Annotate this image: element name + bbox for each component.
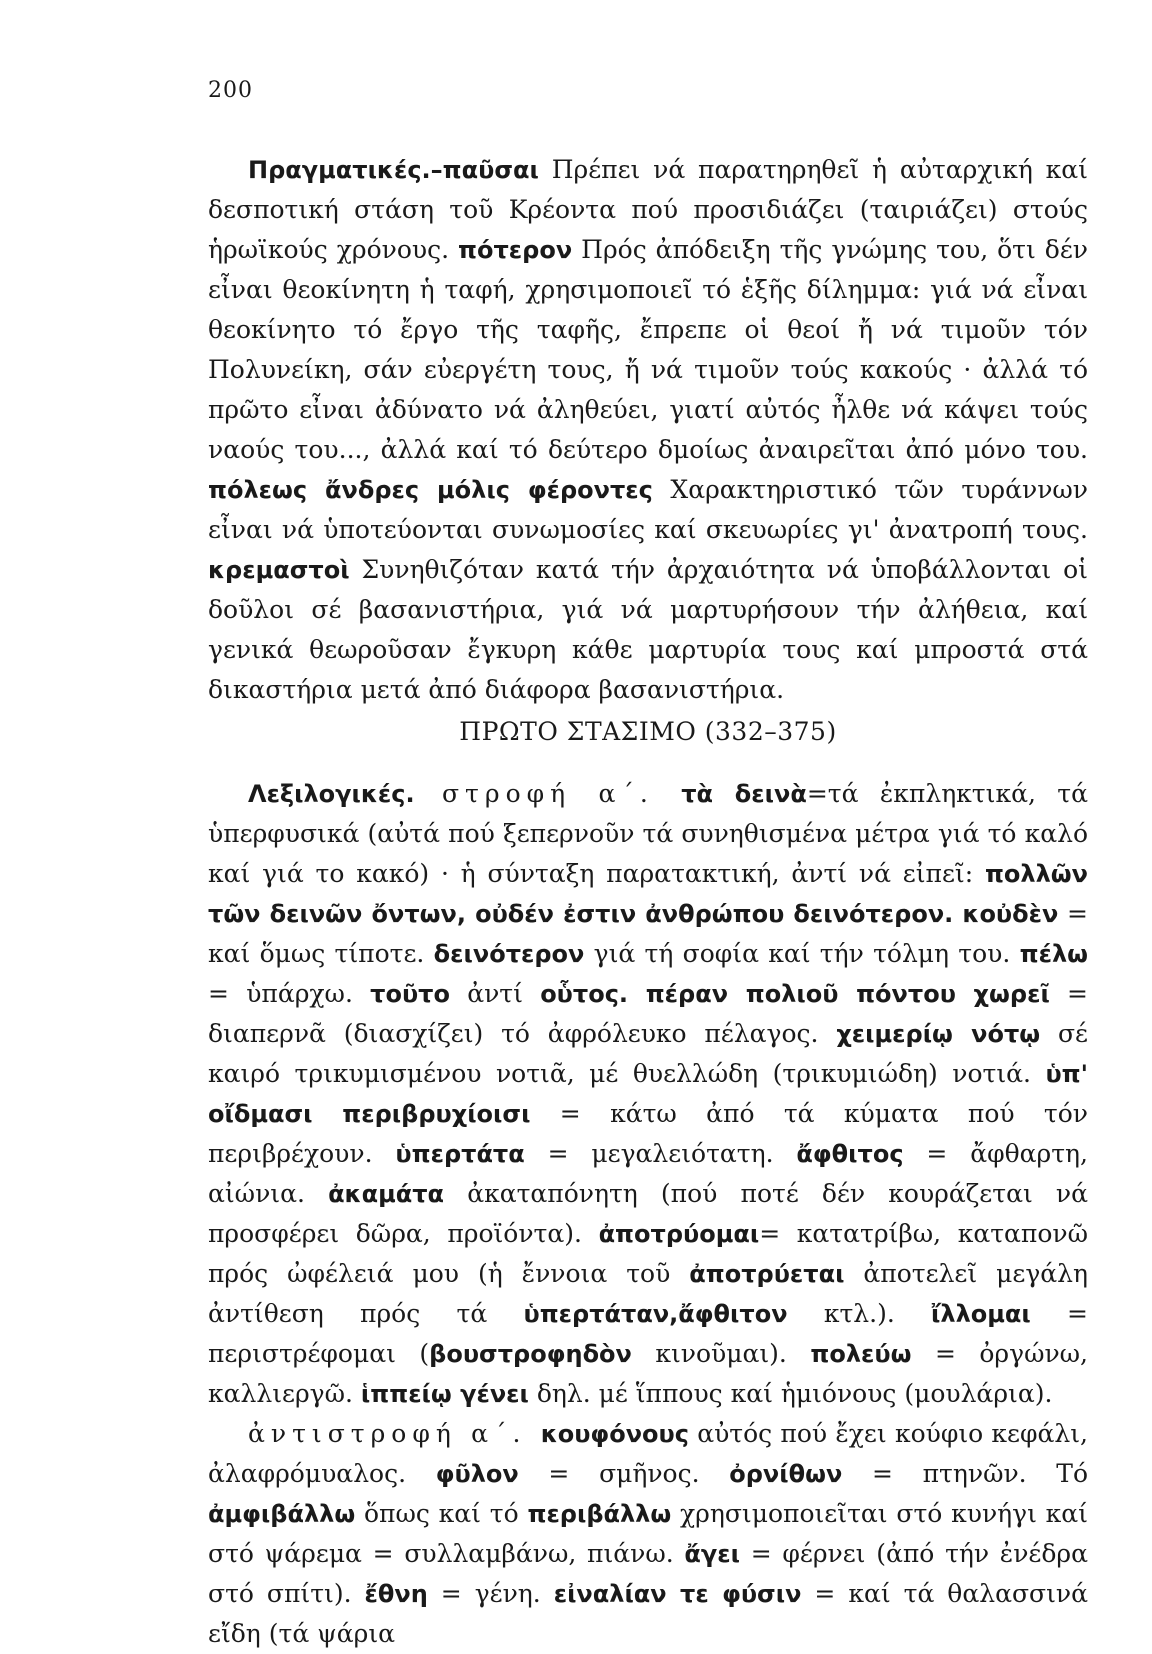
text-run: ἀντί xyxy=(449,979,541,1008)
text-run: Πρέπει νά παρατηρηθεῖ ἡ αὐταρχική καί δεσποτική στάση τοῦ Κρέοντα πού προσιδιάζει (ταιριάζει) στούς ἡρωϊκούς χρόνους. xyxy=(208,155,1088,264)
lemma: τὰ δεινὰ xyxy=(681,780,807,808)
lemma: πέλω xyxy=(1019,940,1088,968)
lemma: ὑπερτάταν,ἄφθιτον xyxy=(523,1300,788,1328)
text-run: κτλ.). xyxy=(787,1299,932,1328)
lemma: κουφόνους xyxy=(540,1420,689,1448)
lemma: περιβάλλω xyxy=(527,1500,672,1528)
lemma: πόλεως ἄνδρες μόλις φέροντες xyxy=(208,476,653,504)
lemma: ἱππείῳ γένει xyxy=(360,1380,529,1408)
text-run: = φέρνει (ἀπό τήν ἐνέδρα στό σπίτι). xyxy=(208,1539,1088,1608)
text-run: = κατατρίβω, καταπονῶ πρός ὠφέλειά μου (ἡ ἔννοια τοῦ xyxy=(208,1219,1088,1288)
text-run: ὅπως καί τό xyxy=(355,1499,528,1528)
lemma: ἀποτρύεται xyxy=(689,1260,845,1288)
lemma: εἰναλίαν τε φύσιν xyxy=(553,1580,802,1608)
lemma: κρεμαστοὶ xyxy=(208,556,350,584)
text-run: = ὑπάρχω. xyxy=(208,979,371,1008)
text-run: Συνηθιζόταν κατά τήν ἀρχαιότητα νά ὑποβάλλονται οἱ δοῦλοι σέ βασανιστήρια, γιά νά μαρτυρήσουν τήν ἀλήθεια, καί γενικά θεωροῦσαν ἔγκυρη κάθε μαρτυρία τους καί μπροστά στά δικαστήρια μετά ἀπό διάφορα βασανιστήρια. xyxy=(208,555,1088,704)
lemma: ἀμφιβάλλω xyxy=(208,1500,356,1528)
text-run: = περιστρέφομαι ( xyxy=(208,1299,1088,1368)
text-run: = ὀργώνω, καλλιεργῶ. xyxy=(208,1339,1088,1408)
lemma: ἄφθιτος xyxy=(796,1140,904,1168)
text-run: Πρός ἀπόδειξη τῆς γνώμης του, ὅτι δέν εἶναι θεοκίνητη ἡ ταφή, χρησιμοποιεῖ τό ἑξῆς δίλημμα: γιά νά εἶναι θεοκίνητο τό ἔργο τῆς ταφῆς, ἔπρεπε οἱ θεοί ἤ νά τιμοῦν τόν Πολυνείκη, σάν εὐεργέτη τους, ἤ νά τιμοῦν τούς κακούς · ἀλλά τό πρῶτο εἶναι ἀδύνατο νά ἀληθεύει, γιατί αὐτός ἦλθε νά κάψει τούς ναούς του..., ἀλλά καί τό δεύτερο δμοίως ἀναιρεῖται ἀπό μόνο του. xyxy=(208,235,1088,464)
text-run: στροφή α΄. xyxy=(414,779,682,808)
lemma: φῦλον xyxy=(435,1460,519,1488)
text-run: = γένη. xyxy=(427,1579,554,1608)
lemma: ὑπ' οἴδμασι περιβρυχίοισι xyxy=(208,1060,1088,1128)
text-run: ἀκαταπόνητη (πού ποτέ δέν κουράζεται νά προσφέρει δῶρα, προϊόντα). xyxy=(208,1179,1088,1248)
text-run: ἀποτελεῖ μεγάλη ἀντίθεση πρός τά xyxy=(208,1259,1088,1328)
text-run: κινοῦμαι). xyxy=(631,1339,811,1368)
lemma: βουστροφηδὸν xyxy=(429,1340,632,1368)
lemma: ἄγει xyxy=(684,1540,740,1568)
text-run: σέ καιρό τρικυμισμένου νοτιᾶ, μέ θυελλώδη (τρικυμιώδη) νοτιά. xyxy=(208,1019,1088,1088)
lemma: ἔθνη xyxy=(364,1580,428,1608)
text-run: δηλ. μέ ἵππους καί ἡμιόνους (μουλάρια). xyxy=(528,1379,1053,1408)
lemma: χειμερίῳ νότῳ xyxy=(836,1020,1041,1048)
text-run: Χαρακτηριστικό τῶν τυράννων εἶναι νά ὑποτεύονται συνωμοσίες καί σκευωρίες γι' ἀνατροπή τους. xyxy=(208,475,1088,544)
text-run: αὐτός πού ἔχει κούφιο κεφάλι, ἀλαφρόμυαλος. xyxy=(208,1419,1088,1488)
text-run: = πτηνῶν. Τό xyxy=(842,1459,1089,1488)
text-run: γιά τή σοφία καί τήν τόλμη του. xyxy=(584,939,1020,968)
lemma: ὀρνίθων xyxy=(729,1460,843,1488)
text-run: =τά ἐκπληκτικά, τά ὑπερφυσικά (αὐτά πού ξεπερνοῦν τά συνηθισμένα μέτρα γιά τό καλό καί γιά το κακό) · ἡ σύνταξη παρατακτική, ἀντί νά εἰπεῖ: xyxy=(208,779,1088,888)
text-run: = διαπερνᾶ (διασχίζει) τό ἀφρόλευκο πέλαγος. xyxy=(208,979,1088,1048)
lemma: τοῦτο xyxy=(370,980,450,1008)
paragraph-pragmatikes xyxy=(208,150,1088,710)
page-number: 200 xyxy=(208,78,253,103)
lemma: πολεύω xyxy=(810,1340,912,1368)
lemma: ἀκαμάτα xyxy=(328,1180,445,1208)
text-run: = καί τά θαλασσινά εἴδη (τά ψάρια xyxy=(208,1579,1088,1648)
lemma: Λεξιλογικές. xyxy=(248,780,415,808)
text-run: = σμῆνος. xyxy=(518,1459,730,1488)
lemma: Πραγματικές.–παῦσαι xyxy=(248,156,539,184)
lemma: ἀποτρύομαι xyxy=(598,1220,760,1248)
lemma: ὑπερτάτα xyxy=(395,1140,525,1168)
text-run: = μεγαλειότατη. xyxy=(524,1139,797,1168)
paragraph-antistrofi xyxy=(208,1414,1088,1654)
lemma: δεινότερον xyxy=(433,940,585,968)
text-run: ἀντιστροφή α΄. xyxy=(248,1419,541,1448)
text-run: = ἄφθαρτη, αἰώνια. xyxy=(208,1139,1088,1208)
lemma: πολλῶν τῶν δεινῶν ὄντων, οὐδέν ἐστιν ἀνθρώπου δεινότερον. κοὐδὲν xyxy=(208,860,1088,928)
lemma: πότερον xyxy=(458,236,573,264)
lemma: οὗτος. πέραν πολιοῦ πόντου χωρεῖ xyxy=(540,980,1050,1008)
page-body xyxy=(208,150,1088,1654)
lemma: ἴλλομαι xyxy=(931,1300,1031,1328)
text-run: = καί ὅμως τίποτε. xyxy=(208,899,1088,968)
section-heading: ΠΡΩΤΟ ΣΤΑΣΙΜΟ (332–375) xyxy=(459,717,837,746)
text-run: = κάτω ἀπό τά κύματα πού τόν περιβρέχουν. xyxy=(208,1099,1088,1168)
paragraph-lexilogikes xyxy=(208,774,1088,1414)
text-run: χρησιμοποιεῖται στό κυνήγι καί στό ψάρεμα = συλλαμβάνω, πιάνω. xyxy=(208,1499,1088,1568)
